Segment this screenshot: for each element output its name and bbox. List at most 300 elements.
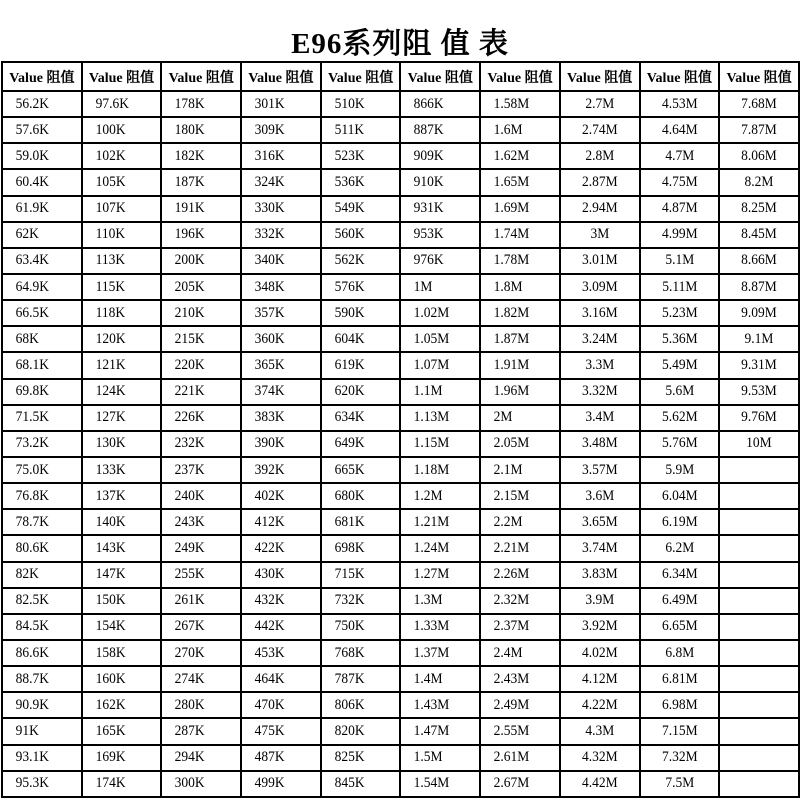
table-row [2,771,799,797]
resistor-value: 340K [254,252,285,269]
resistor-value: 9.1M [744,330,774,347]
resistor-value: 2.05M [493,435,530,452]
resistor-value: 1.8M [493,278,523,295]
table-row [2,222,799,248]
resistor-value: 3.65M [581,513,618,530]
resistor-value: 154K [95,618,126,635]
table-cell [640,771,720,797]
table-cell [82,196,162,222]
table-cell [82,640,162,666]
resistor-value: 348K [254,278,285,295]
table-cell [82,169,162,195]
resistor-value: 330K [254,200,285,217]
table-row [2,666,799,692]
resistor-value: 294K [174,749,205,766]
resistor-value: 220K [174,356,205,373]
table-cell [640,718,720,744]
resistor-value: 910K [414,173,445,190]
resistor-value: 215K [174,330,205,347]
table-row [2,143,799,169]
table-cell [719,562,799,588]
table-row [2,509,799,535]
column-header: Value 阻值 [719,62,799,91]
table-cell [400,483,480,509]
resistor-value: 698K [334,539,365,556]
resistor-value: 6.19M [661,513,698,530]
table-cell [400,535,480,561]
resistor-value: 845K [334,775,365,792]
table-cell [560,692,640,718]
table-cell [560,483,640,509]
resistor-value: 4.75M [661,173,698,190]
table-cell [241,588,321,614]
table-cell [560,222,640,248]
resistor-value: 2.7M [585,95,615,112]
resistor-value: 866K [414,95,445,112]
resistor-value: 4.3M [585,722,615,739]
column-header: Value 阻值 [82,62,162,91]
table-cell [640,248,720,274]
table-cell [640,379,720,405]
resistor-value: 931K [414,200,445,217]
column-header: Value 阻值 [400,62,480,91]
table-cell [2,562,82,588]
resistor-value: 820K [334,722,365,739]
resistor-value: 64.9K [15,278,49,295]
resistor-value: 88.7K [15,670,49,687]
resistor-value: 442K [254,618,285,635]
resistor-value: 91K [15,722,39,739]
resistor-value: 6.81M [661,670,698,687]
table-cell [161,274,241,300]
resistor-value: 3.24M [581,330,618,347]
table-cell [82,666,162,692]
table-cell [640,666,720,692]
resistor-value-table [1,61,800,798]
table-cell [321,666,401,692]
table-cell [82,692,162,718]
resistor-value: 287K [174,722,205,739]
resistor-value: 68.1K [15,356,49,373]
table-cell [719,143,799,169]
table-cell [560,771,640,797]
resistor-value: 2.61M [493,749,530,766]
table-cell [321,771,401,797]
resistor-value: 90.9K [15,696,49,713]
resistor-value: 200K [174,252,205,269]
resistor-value: 6.04M [661,487,698,504]
table-cell [82,562,162,588]
table-cell [480,562,560,588]
resistor-value: 5.9M [664,461,694,478]
table-cell [161,483,241,509]
resistor-value: 1.24M [414,539,450,556]
resistor-value: 2.74M [581,121,618,138]
table-cell [560,326,640,352]
table-cell [2,117,82,143]
table-row [2,562,799,588]
table-cell [640,640,720,666]
table-cell [480,457,560,483]
table-cell [241,222,321,248]
table-cell [560,745,640,771]
table-cell [480,326,560,352]
resistor-value: 1.91M [493,356,530,373]
table-cell [560,457,640,483]
resistor-value: 57.6K [15,121,49,138]
resistor-value: 383K [254,409,285,426]
table-cell [241,274,321,300]
resistor-value: 205K [174,278,205,295]
table-cell [560,248,640,274]
table-cell [82,457,162,483]
resistor-value: 140K [95,513,126,530]
resistor-value: 137K [95,487,126,504]
table-cell [321,196,401,222]
table-cell [321,588,401,614]
table-cell [640,117,720,143]
resistor-value: 2.26M [493,566,530,583]
table-cell [161,718,241,744]
table-cell [161,248,241,274]
table-cell [2,274,82,300]
resistor-value: 825K [334,749,365,766]
table-cell [480,169,560,195]
table-cell [640,614,720,640]
resistor-value: 143K [95,539,126,556]
resistor-value: 2.2M [493,513,523,530]
table-cell [321,117,401,143]
resistor-value: 1.02M [414,304,450,321]
resistor-value: 3.32M [581,383,618,400]
resistor-value: 61.9K [15,200,49,217]
table-cell [640,562,720,588]
table-cell [82,300,162,326]
resistor-value: 82.5K [15,592,49,609]
resistor-value: 464K [254,670,285,687]
resistor-value: 7.87M [741,121,777,138]
table-cell [241,692,321,718]
table-cell [82,718,162,744]
table-cell [321,222,401,248]
resistor-value: 301K [254,95,285,112]
resistor-value: 430K [254,566,285,583]
resistor-value: 7.5M [664,775,694,792]
table-cell [2,535,82,561]
resistor-value: 80.6K [15,539,49,556]
resistor-value: 576K [334,278,365,295]
table-cell [321,640,401,666]
table-cell [640,326,720,352]
table-row [2,117,799,143]
table-cell [82,509,162,535]
table-cell [82,248,162,274]
table-cell [400,352,480,378]
resistor-value: 115K [95,278,125,295]
resistor-value: 619K [334,356,365,373]
table-cell [719,771,799,797]
resistor-value: 4.87M [661,200,698,217]
table-row [2,326,799,352]
table-cell [719,535,799,561]
table-cell [640,169,720,195]
resistor-value: 316K [254,147,285,164]
resistor-value: 402K [254,487,285,504]
table-cell [241,326,321,352]
resistor-value: 7.32M [661,749,698,766]
resistor-value: 5.11M [661,278,697,295]
resistor-value: 1.33M [414,618,450,635]
table-cell [719,666,799,692]
table-cell [161,614,241,640]
resistor-value: 97.6K [95,95,129,112]
resistor-value: 2.94M [581,200,618,217]
resistor-value: 255K [174,566,205,583]
resistor-value: 1.87M [493,330,530,347]
table-cell [161,692,241,718]
table-row [2,745,799,771]
resistor-value: 374K [254,383,285,400]
table-cell [719,379,799,405]
table-cell [719,274,799,300]
table-cell [400,379,480,405]
resistor-value: 1.2M [414,487,443,504]
resistor-value: 158K [95,644,126,661]
resistor-value: 75.0K [15,461,49,478]
table-cell [161,666,241,692]
resistor-value: 56.2K [15,95,49,112]
resistor-value: 1.47M [414,722,450,739]
table-cell [400,222,480,248]
resistor-value: 511K [334,121,364,138]
table-cell [560,431,640,457]
table-cell [400,91,480,117]
resistor-value: 6.34M [661,566,698,583]
resistor-value: 73.2K [15,435,49,452]
table-row [2,431,799,457]
table-cell [321,509,401,535]
resistor-value: 4.12M [581,670,618,687]
table-cell [2,483,82,509]
resistor-value: 1.96M [493,383,530,400]
resistor-value: 523K [334,147,365,164]
table-cell [480,222,560,248]
table-cell [161,169,241,195]
table-cell [640,535,720,561]
table-cell [400,614,480,640]
table-cell [161,326,241,352]
resistor-value: 62K [15,226,39,243]
resistor-value: 3.48M [581,435,618,452]
resistor-value: 2.87M [581,173,618,190]
table-cell [400,562,480,588]
table-cell [480,274,560,300]
table-cell [560,196,640,222]
resistor-value: 2M [493,409,513,426]
resistor-value: 4.99M [661,226,698,243]
resistor-value: 3.9M [585,592,615,609]
table-cell [241,614,321,640]
table-cell [2,326,82,352]
table-cell [640,300,720,326]
resistor-value: 806K [334,696,365,713]
table-cell [161,222,241,248]
table-row [2,535,799,561]
table-row [2,352,799,378]
table-cell [321,614,401,640]
table-cell [480,405,560,431]
table-row [2,274,799,300]
table-cell [161,143,241,169]
table-cell [2,143,82,169]
table-cell [480,535,560,561]
table-cell [321,91,401,117]
resistor-value: 127K [95,409,126,426]
table-cell [719,196,799,222]
table-cell [241,405,321,431]
table-cell [560,614,640,640]
resistor-value: 750K [334,618,365,635]
resistor-value: 2.67M [493,775,530,792]
table-row [2,196,799,222]
resistor-value: 2.37M [493,618,530,635]
resistor-value: 4.64M [661,121,698,138]
resistor-value: 191K [174,200,205,217]
resistor-value: 4.22M [581,696,618,713]
resistor-value: 147K [95,566,126,583]
table-cell [400,431,480,457]
resistor-value: 357K [254,304,285,321]
resistor-value: 243K [174,513,205,530]
table-cell [560,169,640,195]
table-cell [640,222,720,248]
table-cell [480,117,560,143]
resistor-value: 178K [174,95,205,112]
table-cell [161,562,241,588]
table-cell [560,509,640,535]
table-cell [480,614,560,640]
table-cell [2,771,82,797]
resistor-value: 165K [95,722,126,739]
resistor-value: 5.62M [661,409,698,426]
resistor-value: 107K [95,200,126,217]
table-cell [480,745,560,771]
table-cell [2,352,82,378]
table-cell [241,117,321,143]
resistor-value: 9.76M [741,409,777,426]
table-cell [640,692,720,718]
table-cell [640,352,720,378]
table-cell [640,274,720,300]
table-cell [480,248,560,274]
table-row [2,640,799,666]
resistor-value: 267K [174,618,205,635]
resistor-value: 221K [174,383,205,400]
table-row [2,483,799,509]
table-cell [400,274,480,300]
resistor-value: 1.37M [414,644,450,661]
table-cell [321,483,401,509]
table-cell [161,300,241,326]
table-cell [321,457,401,483]
table-cell [640,431,720,457]
table-cell [82,614,162,640]
table-cell [400,405,480,431]
table-cell [2,300,82,326]
resistor-value: 3.83M [581,566,618,583]
table-cell [82,274,162,300]
resistor-value: 59.0K [15,147,49,164]
table-cell [321,300,401,326]
resistor-value: 620K [334,383,365,400]
table-cell [82,379,162,405]
table-cell [2,509,82,535]
resistor-value: 3.92M [581,618,618,635]
table-cell [321,169,401,195]
resistor-value: 240K [174,487,205,504]
resistor-value: 2.15M [493,487,530,504]
resistor-value: 69.8K [15,383,49,400]
table-cell [400,196,480,222]
table-cell [400,666,480,692]
table-cell [560,91,640,117]
table-cell [719,326,799,352]
resistor-value: 332K [254,226,285,243]
resistor-value: 309K [254,121,285,138]
table-cell [400,248,480,274]
table-cell [321,745,401,771]
column-header: Value 阻值 [560,62,640,91]
table-cell [2,457,82,483]
resistor-value: 162K [95,696,126,713]
resistor-value: 2.55M [493,722,530,739]
resistor-value: 76.8K [15,487,49,504]
resistor-value: 6.65M [661,618,698,635]
resistor-value: 510K [334,95,365,112]
resistor-value: 487K [254,749,285,766]
resistor-value: 1.43M [414,696,450,713]
resistor-value: 100K [95,121,126,138]
resistor-value: 78.7K [15,513,49,530]
resistor-value: 133K [95,461,126,478]
table-row [2,588,799,614]
table-body [2,91,799,797]
resistor-value: 9.09M [741,304,777,321]
table-cell [480,352,560,378]
table-cell [161,352,241,378]
table-row [2,405,799,431]
resistor-value: 5.23M [661,304,698,321]
table-cell [640,196,720,222]
table-cell [560,718,640,744]
resistor-value: 160K [95,670,126,687]
table-cell [241,483,321,509]
resistor-value: 1.69M [493,200,530,217]
resistor-value: 715K [334,566,365,583]
resistor-value: 3.3M [585,356,615,373]
resistor-value: 1.1M [414,383,443,400]
table-cell [161,457,241,483]
table-cell [321,326,401,352]
table-cell [321,431,401,457]
resistor-value: 110K [95,226,125,243]
resistor-value: 1.27M [414,566,450,583]
table-row [2,718,799,744]
resistor-value: 6.8M [664,644,694,661]
table-cell [321,718,401,744]
resistor-value: 787K [334,670,365,687]
table-cell [560,143,640,169]
